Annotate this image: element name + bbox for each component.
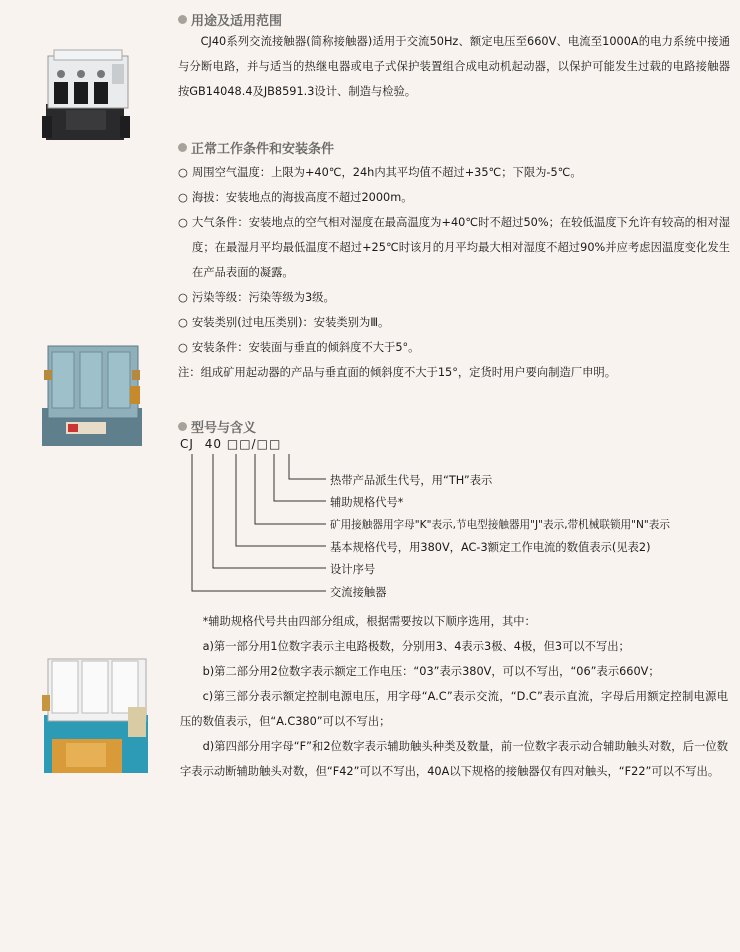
condition-text: 海拔：安装地点的海拔高度不超过2000m。 [192, 191, 413, 204]
condition-text: 安装条件：安装面与垂直的倾斜度不大于5°。 [192, 341, 420, 354]
legend-item: 辅助规格代号* [330, 496, 404, 509]
aux-intro: *辅助规格代号共由四部分组成，根据需要按以下顺序选用，其中： [202, 615, 536, 628]
code-box: □ [256, 437, 269, 451]
condition-text: 大气条件：安装地点的空气相对湿度在最高温度为+40℃时不超过50%；在较低温度下允许有较高的相对湿度；在最湿月平均最低温度不超过+25℃时该月的月平均最大相对湿度不超过90%并应考虑因温度变化发生在产品表面的凝露。 [192, 216, 730, 279]
code-box: □ [239, 437, 252, 451]
legend-item: 设计序号 [330, 563, 376, 576]
aux-item: c)第三部分表示额定控制电源电压，用字母“A.C”表示交流，“D.C”表示直流，字母后用额定控制电源电压的数值表示，但“A.C380”可以不写出； [180, 690, 728, 728]
condition-text: 安装类别(过电压类别)：安装类别为Ⅲ。 [192, 316, 390, 329]
circle-bullet-icon: ○ [178, 341, 188, 354]
code-series: 40 [204, 437, 223, 451]
legend-item: 基本规格代号，用380V，AC-3额定工作电流的数值表示(见表2) [330, 541, 651, 554]
circle-bullet-icon: ○ [178, 191, 188, 204]
circle-bullet-icon: ○ [178, 316, 188, 329]
aux-item: a)第一部分用1位数字表示主电路极数，分别用3、4表示3极、4极，但3可以不写出； [202, 640, 630, 653]
usage-text: CJ40系列交流接触器(简称接触器)适用于交流50Hz、额定电压至660V、电流至1000A的电力系统中接通与分断电路，并与适当的热继电器或电子式保护装置组合成电动机起动器，以保护可能发生过载的电路接触器按GB14048.4及JB8591.3设计、制造与检验。 [178, 35, 730, 98]
code-box: □ [226, 437, 240, 451]
circle-bullet-icon: ○ [178, 291, 188, 304]
code-slash: / [251, 437, 257, 451]
conditions-note: 注：组成矿用起动器的产品与垂直面的倾斜度不大于15°，定货时用户要向制造厂申明。 [178, 366, 617, 379]
legend-item: 交流接触器 [330, 586, 387, 599]
code-prefix: CJ [180, 437, 194, 451]
circle-bullet-icon: ○ [178, 216, 188, 229]
usage-title: 用途及适用范围 [191, 14, 283, 29]
legend-item: 热带产品派生代号，用“TH”表示 [330, 474, 493, 487]
aux-item: b)第二部分用2位数字表示额定工作电压：“03”表示380V，可以不写出，“06”表示660V； [202, 665, 660, 678]
circle-bullet-icon: ○ [178, 166, 188, 179]
aux-item: d)第四部分用字母“F”和2位数字表示辅助触头种类及数量，前一位数字表示动合辅助触头对数，后一位数字表示动断辅助触头对数，但“F42”可以不写出，40A以下规格的接触器仅有四对触头，“F22”可以不写出。 [180, 740, 728, 778]
code-box: □ [268, 437, 282, 451]
aux-spec-block [180, 609, 728, 784]
legend-item: 矿用接触器用字母"K"表示,节电型接触器用"J"表示,带机械联锁用"N"表示 [330, 519, 670, 531]
model-title: 型号与含义 [191, 421, 257, 436]
conditions-title: 正常工作条件和安装条件 [191, 142, 335, 157]
condition-text: 污染等级：污染等级为3级。 [192, 291, 335, 304]
condition-text: 周围空气温度：上限为+40℃，24h内其平均值不超过+35℃；下限为-5℃。 [192, 166, 582, 179]
